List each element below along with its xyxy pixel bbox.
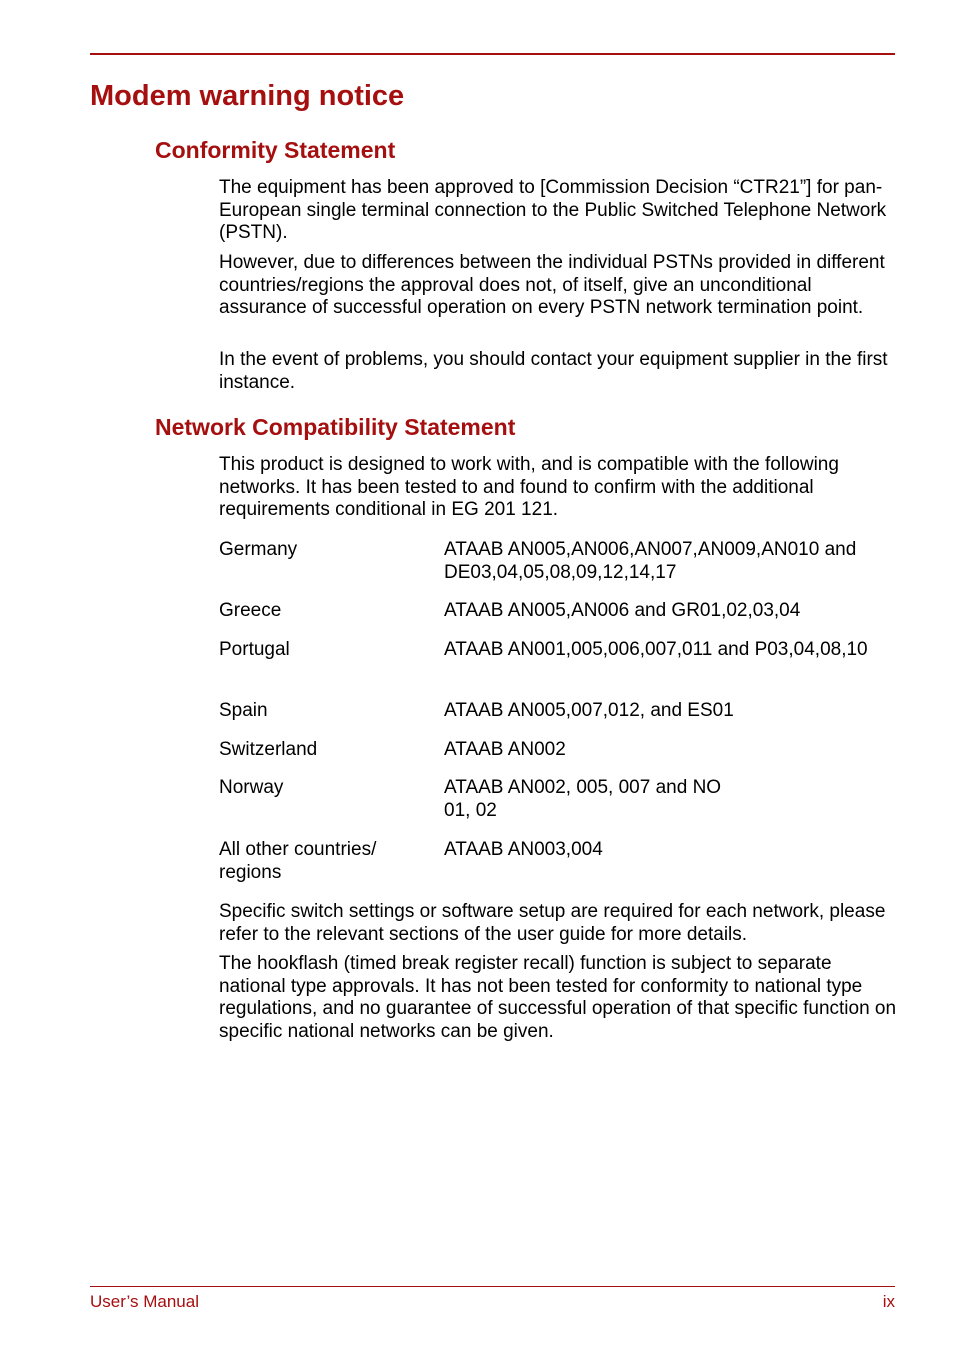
table-cell-requirements: ATAAB AN001,005,006,007,011 and P03,04,08,10 <box>444 639 868 660</box>
conformity-paragraph-1: The equipment has been approved to [Commission Decision “CTR21”] for pan- European single terminal connection to the Public Switched Telephone Network (PSTN). <box>219 177 887 244</box>
table-cell-country: Portugal <box>219 639 290 660</box>
table-cell-country: Norway <box>219 777 284 798</box>
table-cell-requirements: ATAAB AN005,AN006,AN007,AN009,AN010 and DE03,04,05,08,09,12,14,17 <box>444 539 857 583</box>
header-rule <box>90 53 895 55</box>
network-paragraph-1: Specific switch settings or software setup are required for each network, please refer to the relevant sections of the user guide for more details. <box>219 901 886 945</box>
table-cell-country: All other countries/ regions <box>219 839 377 883</box>
table-cell-requirements: ATAAB AN002, 005, 007 and NO 01, 02 <box>444 777 722 821</box>
table-cell-country: Germany <box>219 539 298 560</box>
conformity-paragraph-3: In the event of problems, you should contact your equipment supplier in the first instance. <box>219 349 888 393</box>
footer-rule <box>90 1286 895 1287</box>
table-cell-requirements: ATAAB AN003,004 <box>444 839 603 860</box>
table-cell-country: Switzerland <box>219 739 318 760</box>
section-heading-network-compatibility: Network Compatibility Statement <box>155 414 516 440</box>
table-cell-requirements: ATAAB AN002 <box>444 739 566 760</box>
page-title: Modem warning notice <box>90 80 405 112</box>
table-cell-country: Spain <box>219 700 268 721</box>
network-paragraph-2: The hookflash (timed break register recall) function is subject to separate national type approvals. It has not been tested for conformity to national type regulations, and no guarantee of successful operation of that specific function on specific national networks can be given. <box>219 953 897 1042</box>
conformity-paragraph-2: However, due to differences between the individual PSTNs provided in different countries/regions the approval does not, of itself, give an unconditional assurance of successful operation on every PSTN network termination point. <box>219 252 885 319</box>
network-intro-paragraph: This product is designed to work with, and is compatible with the following networks. It has been tested to and found to confirm with the additional requirements conditional in EG 201 121. <box>219 454 839 521</box>
table-cell-requirements: ATAAB AN005,007,012, and ES01 <box>444 700 734 721</box>
footer-page-number: ix <box>882 1292 895 1311</box>
table-cell-country: Greece <box>219 600 282 621</box>
footer-manual-title: User’s Manual <box>90 1292 199 1311</box>
section-heading-conformity: Conformity Statement <box>155 137 396 163</box>
table-cell-requirements: ATAAB AN005,AN006 and GR01,02,03,04 <box>444 600 801 621</box>
